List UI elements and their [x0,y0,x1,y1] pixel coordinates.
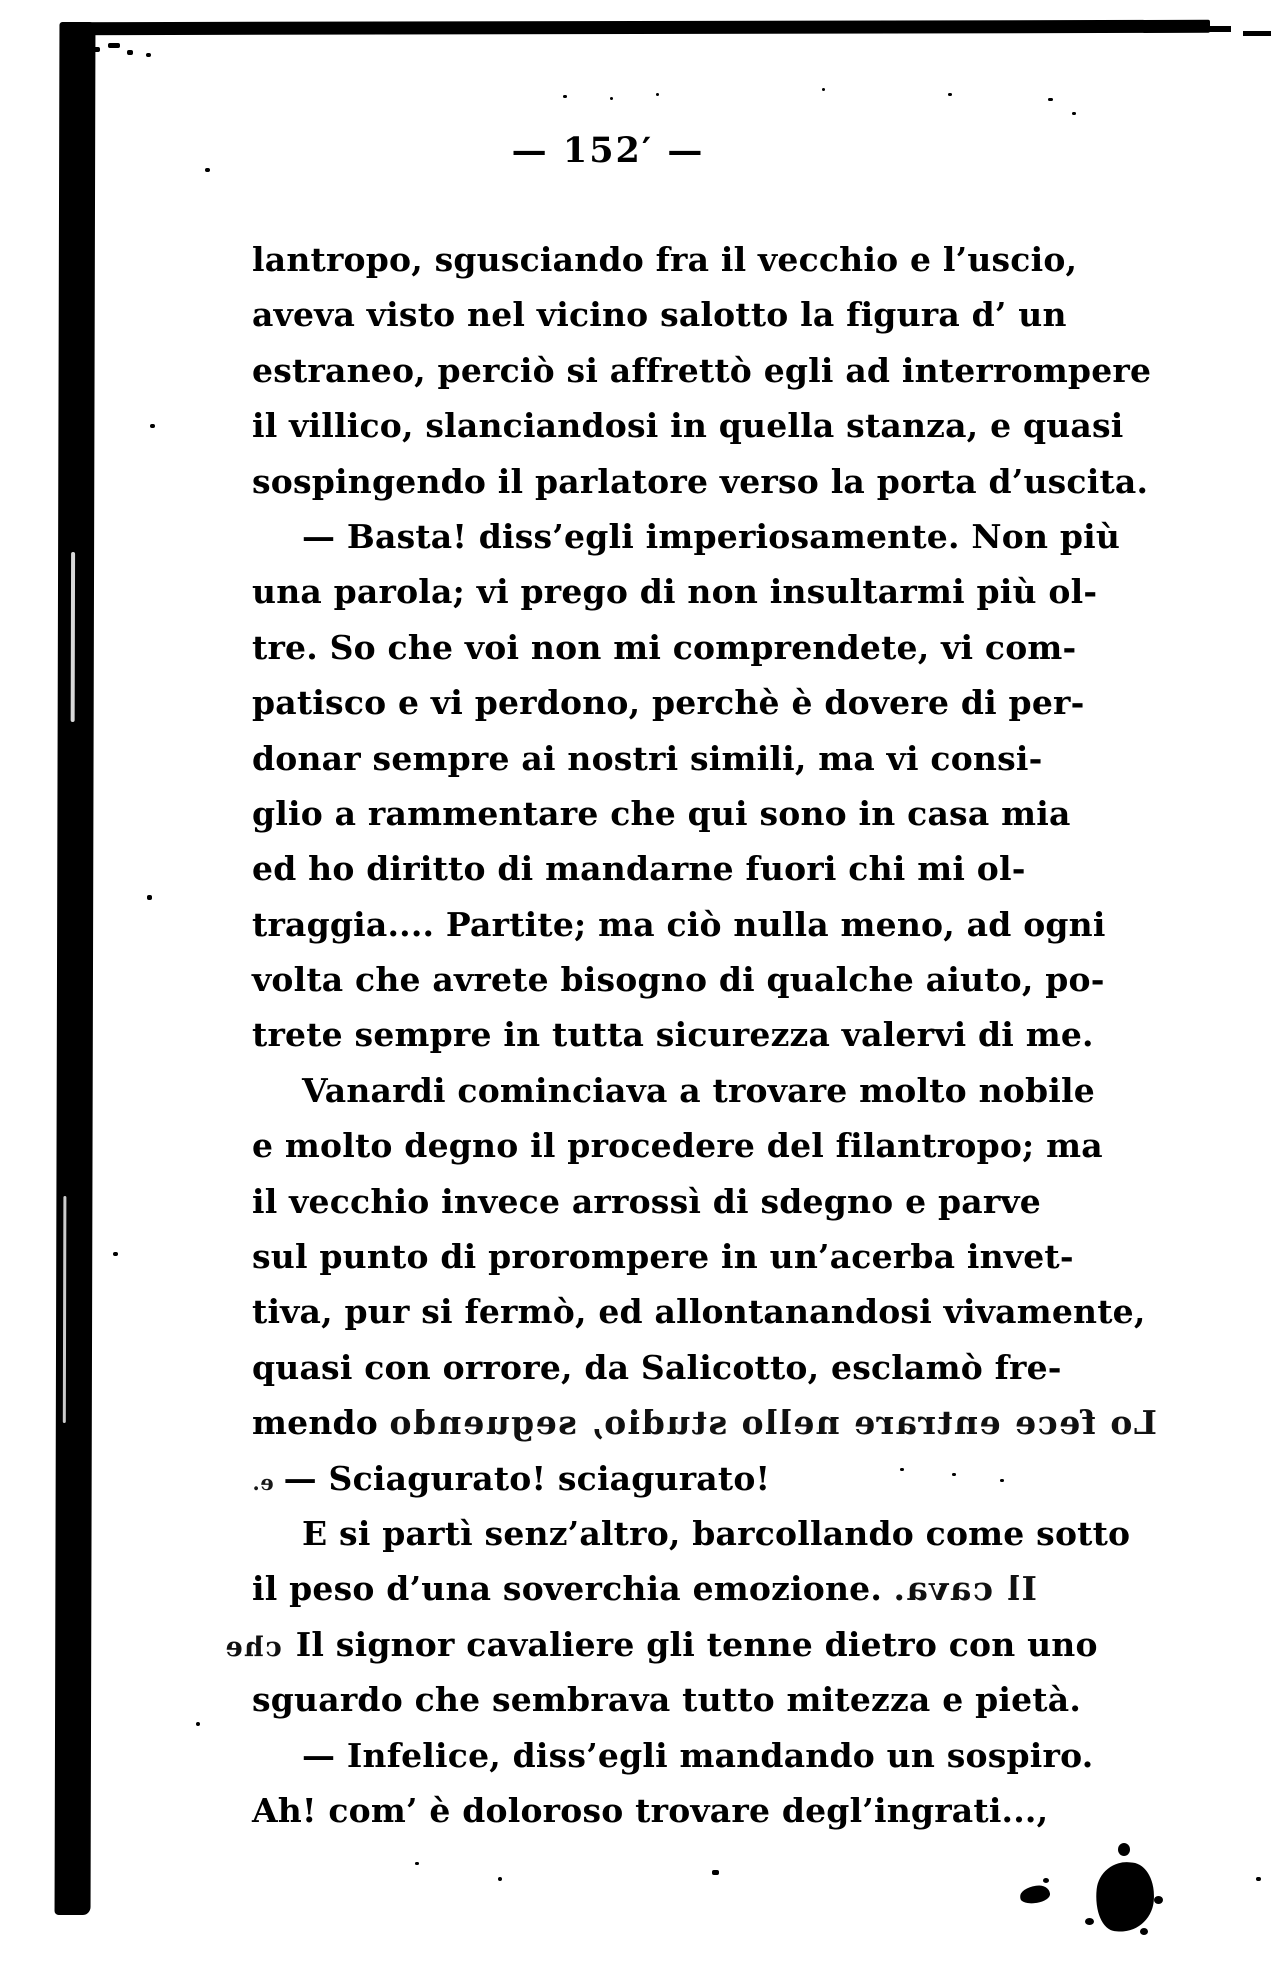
ink-speck [563,95,567,98]
ink-blot [1154,1896,1163,1904]
ink-blot [1093,1859,1158,1935]
line-text: sospingendo il parlatore verso la porta d’uscita. [252,461,1149,501]
ink-speck [948,93,952,96]
text-line [252,1451,964,1506]
line-text: il vecchio invece arrossì di sdegno e parve [252,1181,1041,1221]
text-line [252,1118,1103,1173]
text-line [252,897,1106,952]
line-text: Ah! com’ è doloroso trovare degl’ingrati..., [252,1790,1049,1830]
ink-speck [150,424,155,428]
ink-speck [1256,1877,1261,1881]
text-line [252,952,1105,1007]
top-rule-dashes [1035,26,1240,32]
page-number: — 152′ — [511,130,705,171]
text-line [252,1229,1074,1284]
text-line [252,1174,1041,1229]
line-text: ed ho diritto di mandarne fuori chi mi ol- [252,849,1026,889]
text-block [224,232,1158,1838]
top-rule-tail [1243,31,1271,36]
text-line [252,1783,1049,1838]
ink-speck [113,1252,118,1256]
line-text: — Sciagurato! sciagurato! [283,1458,771,1498]
line-text: Il signor cavaliere gli tenne dietro con uno [295,1624,1098,1664]
line-text: il peso d’una soverchia emozione. [252,1569,883,1609]
line-text: aveva visto nel vicino salotto la figura d’ un [252,295,1067,335]
ink-speck [1072,112,1076,115]
line-text: sguardo che sembrava tutto mitezza e pietà. [252,1680,1082,1720]
text-line [252,1284,1146,1339]
ink-speck [498,1877,502,1881]
text-line [252,1395,1158,1450]
line-text: donar sempre ai nostri simili, ma vi consi- [252,738,1043,778]
text-line [252,1506,1131,1561]
showthrough-text: che [224,1631,282,1663]
text-line [252,1561,1038,1616]
ink-blot [1140,1928,1148,1935]
text-line [252,731,1043,786]
gutter-shadow-bar [55,22,96,1915]
line-text: estraneo, perciò si affrettò egli ad interrompere [252,350,1152,390]
line-text: mendo [252,1403,378,1443]
text-line [252,398,1124,453]
ink-speck [656,93,659,96]
ink-speck [415,1862,419,1865]
ink-speck [127,50,133,55]
text-line [252,1728,1094,1783]
text-line [252,1063,1095,1118]
text-line [252,1672,1082,1727]
ink-speck [712,1870,719,1875]
line-text: volta che avrete bisogno di qualche aiuto, po- [252,960,1105,1000]
ink-speck [146,53,151,57]
showthrough-text: Il cava. [892,1569,1038,1609]
line-text: Vanardi cominciava a trovare molto nobile [302,1070,1095,1110]
text-line [224,1617,1098,1672]
text-line [252,232,1078,287]
text-line [252,287,1067,342]
text-line [252,1007,1094,1062]
line-text: quasi con orrore, da Salicotto, esclamò fre- [252,1347,1062,1387]
line-text: tre. So che voi non mi comprendete, vi com- [252,627,1077,667]
line-text: traggia.... Partite; ma ciò nulla meno, ad ogni [252,904,1106,944]
ink-speck [147,895,152,900]
text-line [252,841,1026,896]
ink-blot [1043,1878,1049,1883]
ink-blot [1019,1884,1051,1905]
text-line [252,786,1071,841]
line-text: E si partì senz’altro, barcollando come sotto [302,1513,1131,1553]
line-text: glio a rammentare che qui sono in casa mia [252,793,1071,833]
ink-blot [1118,1843,1130,1856]
line-text: tiva, pur si fermò, ed allontanandosi vivamente, [252,1292,1146,1332]
line-text: sul punto di prorompere in un’acerba invet- [252,1237,1074,1277]
line-text: — Infelice, diss’egli mandando un sospiro. [302,1735,1094,1775]
showthrough-text: Lo fece entrare nello studio, seguendo [388,1403,1158,1443]
text-line [252,620,1077,675]
ink-speck [92,47,100,52]
text-line [252,1340,1062,1395]
ink-speck [108,43,120,48]
showthrough-text: e. [252,1469,274,1495]
ink-blot [1085,1918,1094,1925]
text-line [252,564,1098,619]
line-text: e molto degno il procedere del filantropo; ma [252,1126,1103,1166]
text-line [252,675,1085,730]
line-text: lantropo, sgusciando fra il vecchio e l’uscio, [252,240,1078,279]
line-text: — Basta! diss’egli imperiosamente. Non più [302,516,1121,556]
ink-speck [196,1722,200,1726]
line-text: il villico, slanciandosi in quella stanza, e quasi [252,406,1124,446]
ink-speck [76,40,87,46]
text-line [252,509,1121,564]
ink-speck [822,88,825,91]
line-text: una parola; vi prego di non insultarmi più ol- [252,572,1098,612]
line-text: patisco e vi perdono, perchè è dovere di per- [252,683,1085,723]
line-text: trete sempre in tutta sicurezza valervi di me. [252,1015,1094,1055]
text-line [252,343,1152,398]
text-line [252,454,1149,509]
ink-speck [1000,1479,1004,1482]
ink-speck [1048,98,1053,101]
ink-speck [205,168,210,172]
ink-speck [610,97,613,100]
